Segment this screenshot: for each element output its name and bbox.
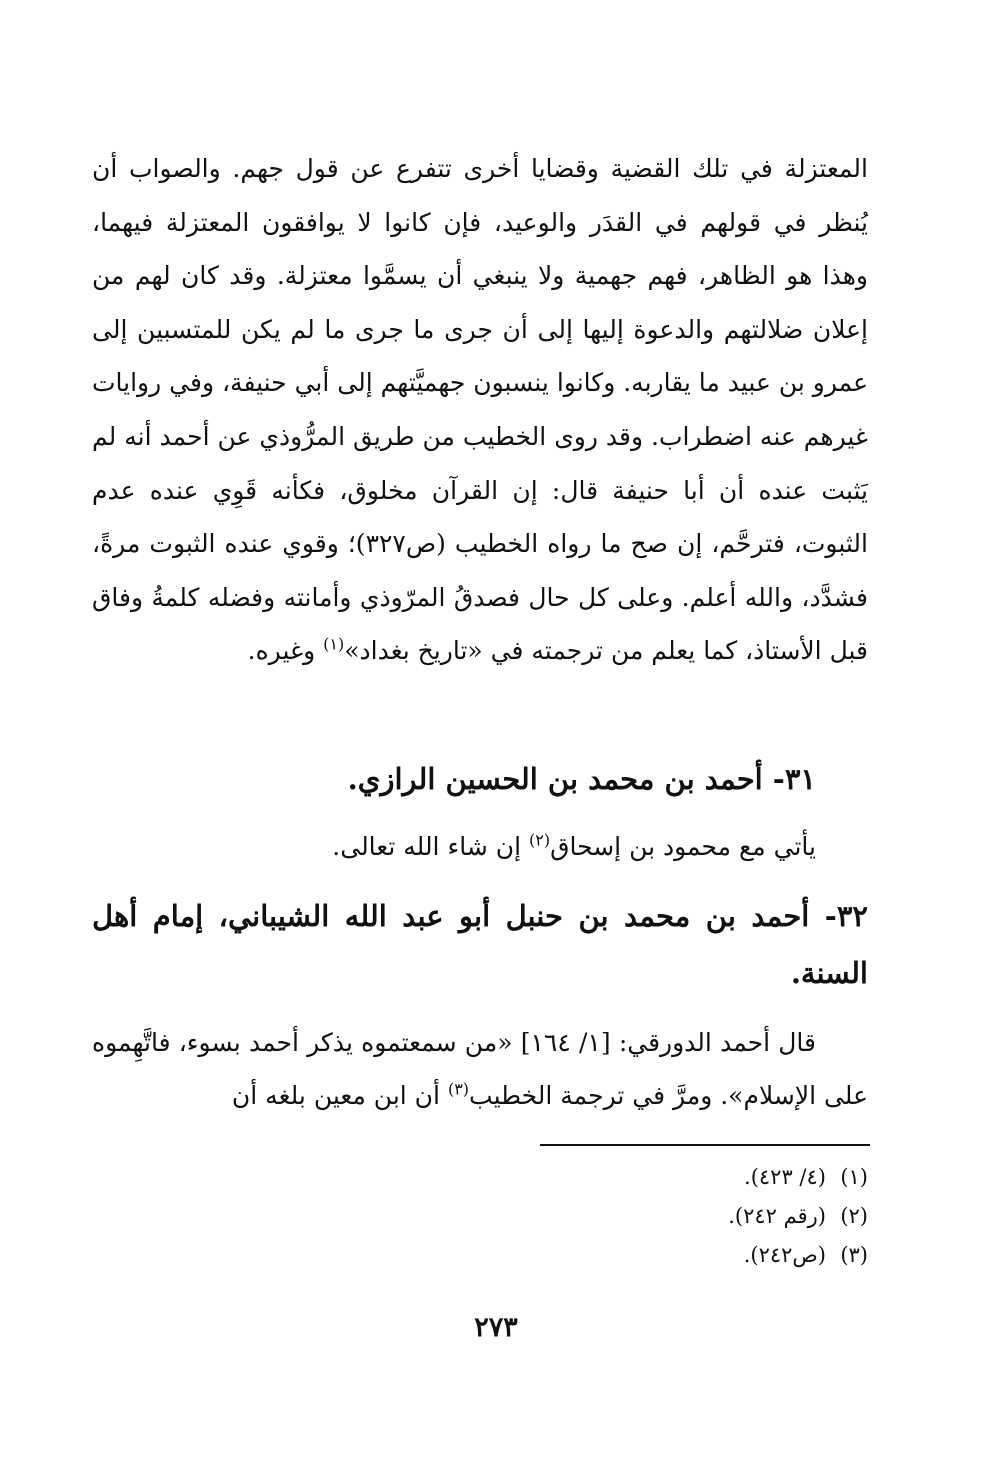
footnote-marker-2[interactable]: (٢) (528, 830, 551, 850)
footnote-item (92, 1197, 868, 1236)
entry-31-text (92, 822, 868, 872)
footnote-separator (540, 1144, 870, 1146)
footnote-text: (رقم ٢٤٢). (728, 1204, 826, 1228)
entry-31-heading: ٣١- أحمد بن محمد بن الحسين الرازي. (347, 762, 816, 796)
page-number: ٢٧٣ (474, 1312, 518, 1343)
entry-32-text-before: قال أحمد الدورقي: [١/ ١٦٤] «من سمعتموه يذكر أحمد بسوء، فاتَّهِموه على الإسلام». ومرَّ في ترجمة الخطيب (92, 1028, 868, 1110)
footnotes-list (92, 1158, 868, 1275)
entry-31-text-after: إن شاء الله تعالى. (332, 832, 529, 861)
footnote-item (92, 1236, 868, 1275)
footnote-marker-1[interactable]: (١) (323, 635, 345, 655)
footnote-text: (ص٢٤٢). (743, 1243, 826, 1267)
footnote-number: (٣) (840, 1243, 868, 1267)
paragraph-text-end: وغيره. (247, 636, 324, 666)
footnote-number: (٢) (840, 1204, 868, 1228)
entry-32-text (92, 1016, 868, 1122)
footnote-number: (١) (840, 1165, 868, 1189)
body-paragraph (92, 142, 868, 678)
entry-32-text-after: أن ابن معين بلغه أن (231, 1081, 448, 1110)
footnote-text: (٤/ ٤٢٣). (744, 1165, 826, 1189)
paragraph-text: المعتزلة في تلك القضية وقضايا أخرى تتفرع عن قول جهم. والصواب أن يُنظر في قولهم في القدَر والوعيد، فإن كانوا لا يوافقون المعتزلة فيهما، وهذا هو الظاهر، فهم جهمية ولا ينبغي أن يسمَّوا معتزلة. وقد كان لهم من إعلان ضلالتهم والدعوة إليها إلى أن جرى ما جرى ما لم يكن للمتسبين إلى عمرو بن عبيد ما يقاربه. وكانوا ينسبون جهميَّتهم إلى أبي حنيفة، وفي روايات غيرهم عنه اضطراب. وقد روى الخطيب من طريق المرُّوذي عن أحمد أنه لم يَثبت عنده أن أبا حنيفة قال: إن القرآن مخلوق، فكأنه قَوِي عنده عدم الثبوت، فترحَّم، إن صح ما رواه الخطيب (ص٣٢٧)؛ وقوي عنده الثبوت مرةً، فشدَّد، والله أعلم. وعلى كل حال فصدقُ المرّوذي وأمانته وفضله كلمةُ وفاق قبل الأستاذ، كما يعلم من ترجمته في «تاريخ بغداد» (92, 154, 868, 666)
footnote-item (92, 1158, 868, 1197)
entry-31-text-before: يأتي مع محمود بن إسحاق (550, 832, 816, 861)
footnote-marker-3[interactable]: (٣) (447, 1079, 470, 1099)
entry-32-heading: ٣٢- أحمد بن محمد بن حنبل أبو عبد الله الشيباني، إمام أهل السنة. (92, 899, 868, 990)
